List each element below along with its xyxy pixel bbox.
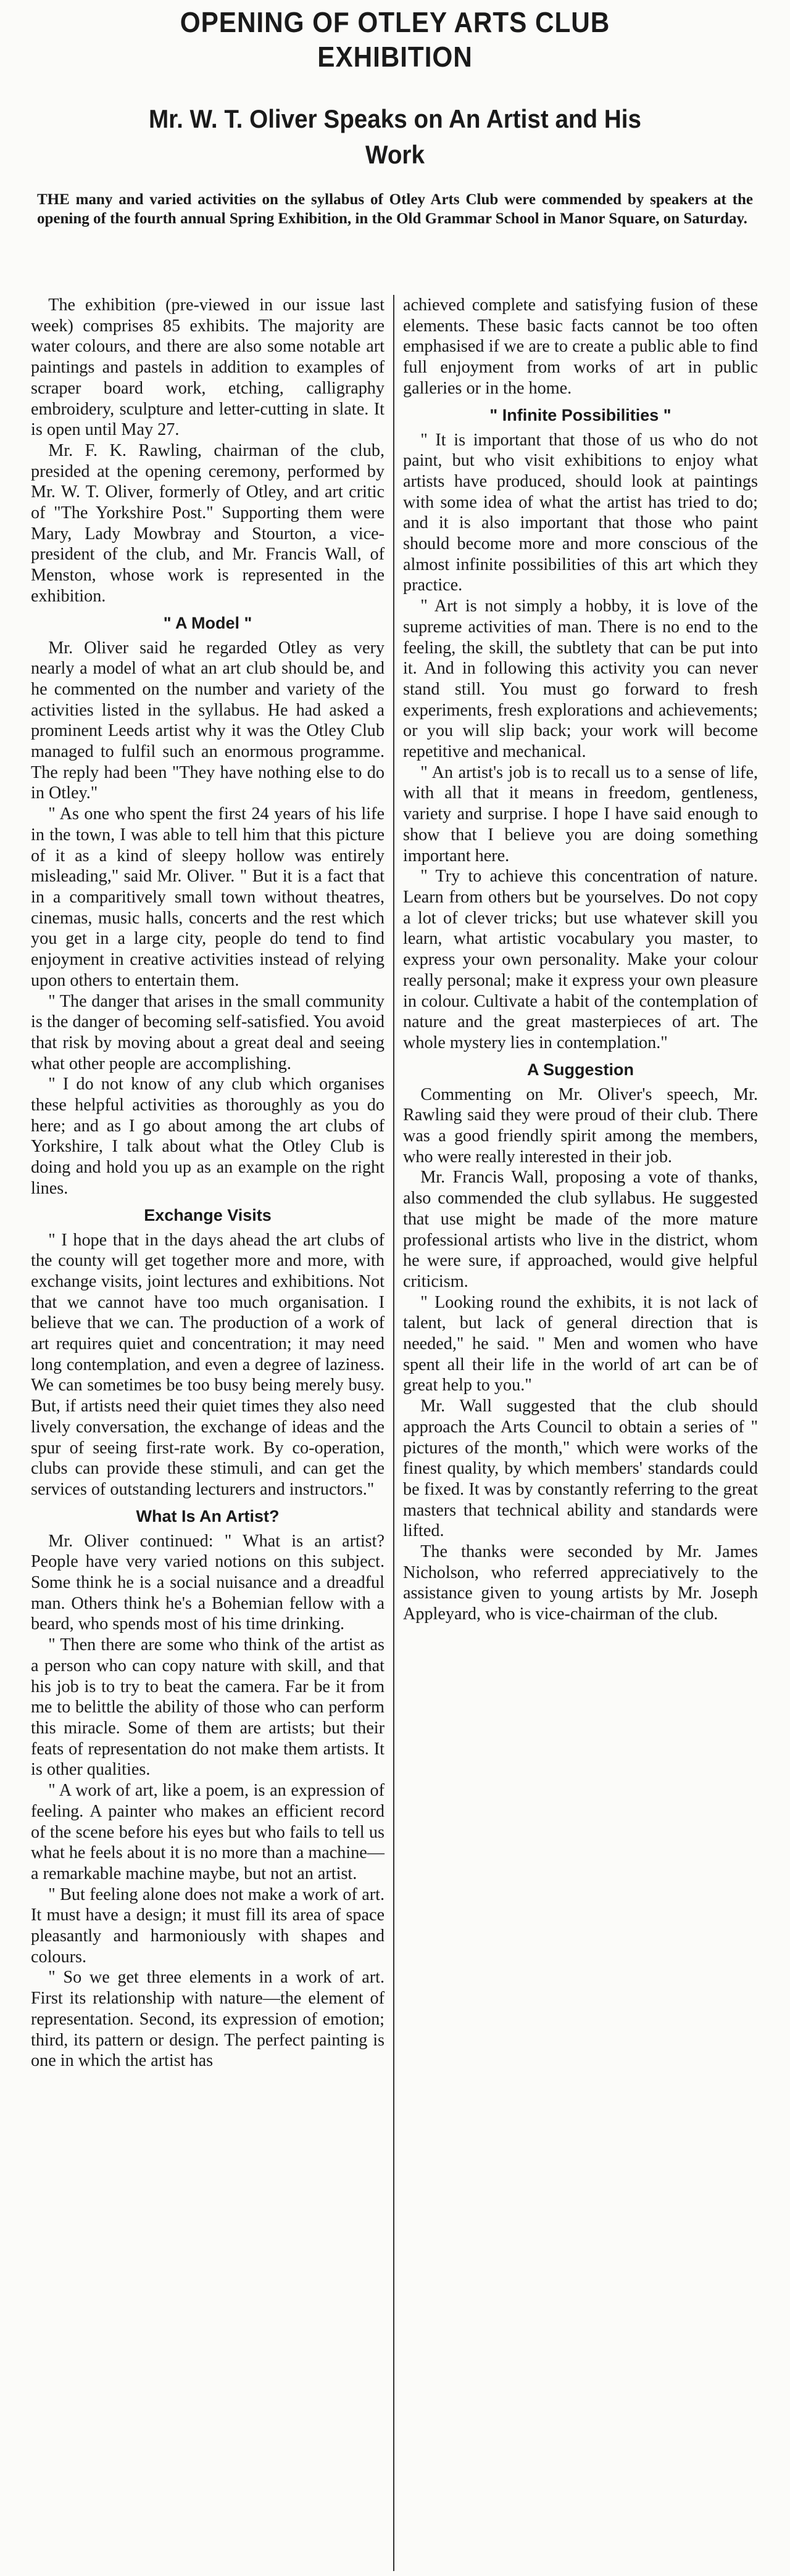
paragraph: " As one who spent the first 24 years of his life in the town, I was able to tell him that this picture of it as a kind of sleepy hollow was entirely misleading," said Mr. Oliver. " But it is a fact that in a comparitively small town without theatres, cinemas, music halls, concerts and the rest which you get in a large city, people do tend to find enjoyment in creative activities instead of relying upon others to entertain them. <box>31 804 385 990</box>
section-heading-model: " A Model " <box>163 613 252 632</box>
intro-paragraph: THE many and varied activities on the syllabus of Otley Arts Club were commended by speakers at the opening of the fourth annual Spring Exhibition, in the Old Grammar School in Manor Square, on Saturday. <box>37 191 753 227</box>
paragraph: Mr. Oliver continued: " What is an artist? People have very varied notions on this subject. Some think he is a social nuisance and a dreadful man. Others think he's a Bohemian fellow with a beard, who spends most of his time drinking. <box>31 1531 385 1634</box>
paragraph: Commenting on Mr. Oliver's speech, Mr. Rawling said they were proud of their club. There was a good friendly spirit among the members, who were really interested in their job. <box>403 1084 758 1166</box>
paragraph: " Art is not simply a hobby, it is love of the supreme activities of man. There is no end to the feeling, the skill, the subtlety that can be put into it. And in following this activity you can never stand still. You must go forward to fresh experiments, fresh explorations and achievements; or you will slip back; your work will become repetitive and mechanical. <box>403 597 758 762</box>
section-heading-infinite-possibilities: " Infinite Possibilities " <box>489 405 672 424</box>
headline: OPENING OF OTLEY ARTS CLUB EXHIBITION <box>180 6 610 73</box>
paragraph: Mr. Wall suggested that the club should approach the Arts Council to obtain a series of " pictures of the month," which were works of the finest quality, by which members' standards could be fixed. It was by constantly referring to the great masters that technical ability and standards were lifted. <box>403 1397 758 1541</box>
paragraph: " I do not know of any club which organises these helpful activities as thoroughly as you do here; and as I go about among the art clubs of Yorkshire, I talk about what the Otley Club is doing and hold you up as an example on the right lines. <box>31 1075 385 1198</box>
paragraph: The thanks were seconded by Mr. James Nicholson, who referred appreciatively to the assistance given to young artists by Mr. Joseph Appleyard, who is vice-chairman of the club. <box>403 1542 758 1624</box>
newspaper-clipping <box>0 5 790 2576</box>
paragraph: " Looking round the exhibits, it is not lack of talent, but lack of general direction that is needed," he said. " Men and women who have spent all their life in the world of art can be of great help to you." <box>403 1292 758 1395</box>
paragraph: " I hope that in the days ahead the art clubs of the county will get together more and more, with exchange visits, joint lectures and exhibitions. Not that we cannot have too much organisation. I believe that we can. The production of a work of art requires quiet and concentration; it may need long contemplation, and even a degree of laziness. We can sometimes be too busy being merely busy. But, if artists need their quiet times they also need lively conversation, the exchange of ideas and the spur of seeing first-rate work. By co-operation, clubs can provide these stimuli, and can get the services of outstanding lecturers and instructors." <box>31 1230 385 1499</box>
paragraph: Mr. F. K. Rawling, chairman of the club, presided at the opening ceremony, performed by Mr. W. T. Oliver, formerly of Otley, and art critic of "The Yorkshire Post." Supporting them were Mary, Lady Mowbray and Stourton, a vice-president of the club, and Mr. Francis Wall, of Menston, whose work is represented in the exhibition. <box>31 440 385 606</box>
paragraph: " Then there are some who think of the artist as a person who can copy nature with skill, and that his job is to try to beat the camera. Far be it from me to belittle the ability of those who can perform this miracle. Some of them are artists; but their feats of representation do not make them artists. It is other qualities. <box>31 1635 385 1780</box>
paragraph: " A work of art, like a poem, is an expression of feeling. A painter who makes an efficient record of the scene before his eyes but who fails to tell us what he feels about it is no more than a machine—a remarkable machine maybe, but not an artist. <box>31 1781 385 1883</box>
subheadline: Mr. W. T. Oliver Speaks on An Artist and His Work <box>148 104 642 169</box>
left-column <box>31 295 394 2571</box>
section-heading-exchange-visits: Exchange Visits <box>144 1205 272 1224</box>
paragraph: " The danger that arises in the small community is the danger of becoming self-satisfied. You avoid that risk by moving about a great deal and seeing what other people are accomplishing. <box>31 991 385 1073</box>
paragraph: " It is important that those of us who do not paint, but who visit exhibitions to enjoy what artists have produced, should look at paintings with some idea of what the artist has tried to do; and it is also important that those who paint should become more and more conscious of the almost infinite possibilities of this art which they practice. <box>403 430 758 595</box>
right-column <box>394 295 758 2571</box>
section-heading-a-suggestion: A Suggestion <box>527 1060 634 1079</box>
paragraph: " An artist's job is to recall us to a sense of life, with all that it means in freedom, gentleness, variety and surprise. I hope I have said enough to show that I believe you are doing something important here. <box>403 762 758 865</box>
paragraph: The exhibition (pre-viewed in our issue last week) comprises 85 exhibits. The majority are water colours, and there are also some notable art paintings and pastels in addition to examples of scraper board work, etching, calligraphy embroidery, sculpture and letter-cutting in slate. It is open until May 27. <box>31 295 385 440</box>
paragraph: Mr. Francis Wall, proposing a vote of thanks, also commended the club syllabus. He suggested that use might be made of the more mature professional artists who live in the district, whom he were sure, if approached, would give helpful criticism. <box>403 1168 758 1291</box>
paragraph: achieved complete and satisfying fusion of these elements. These basic facts cannot be too often emphasised if we are to create a public able to find full enjoyment from works of art in public galleries or in the home. <box>403 295 758 398</box>
paragraph: " Try to achieve this concentration of nature. Learn from others but be yourselves. Do not copy a lot of clever tricks; but use whatever skill you learn, what artistic vocabulary you master, to express your own personality. Make your colour really personal; make it express your own pleasure in colour. Cultivate a habit of the contemplation of nature and the great masterpieces of art. The whole mystery lies in contemplation." <box>403 867 758 1052</box>
section-heading-what-is-an-artist: What Is An Artist? <box>136 1506 280 1525</box>
paragraph: " But feeling alone does not make a work of art. It must have a design; it must fill its area of space pleasantly and harmoniously with shapes and colours. <box>31 1885 385 1967</box>
article-columns <box>31 295 758 2571</box>
paragraph: Mr. Oliver said he regarded Otley as very nearly a model of what an art club should be, and he commented on the number and variety of the activities listed in the syllabus. He had asked a prominent Leeds artist why it was the Otley Club managed to fulfil such an enormous programme. The reply had been "They have nothing else to do in Otley." <box>31 638 385 803</box>
paragraph: " So we get three elements in a work of art. First its relationship with nature—the element of representation. Second, its expression of emotion; third, its pattern or design. The perfect painting is one in which the artist has <box>31 1968 385 2071</box>
